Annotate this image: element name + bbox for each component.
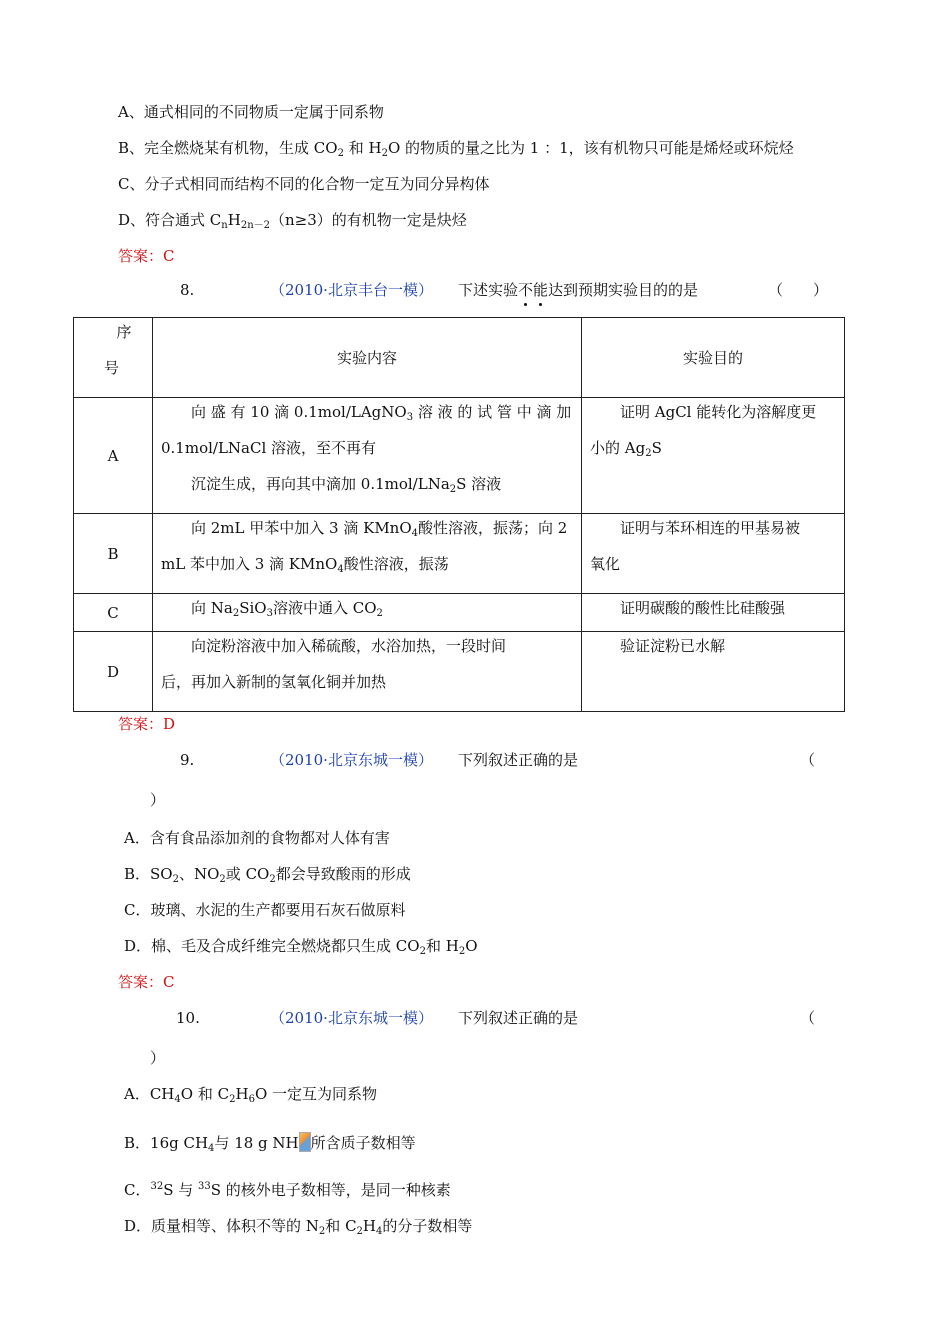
experiment-table [73,317,845,712]
row-goal-a: 证明 AgCl 能转化为溶解度更 小的 $Ag_2S$ [582,398,845,514]
row-seq-b: B [74,514,153,594]
q9-option-a: A．含有食品添加剂的食物都对人体有害 [124,829,390,847]
q7-option-b: B、完全燃烧某有机物，生成 $CO_2$ 和 $H_2O$ 的物质的量之比为 1 ：1，该有机物只可能是烯烃或环烷烃 [118,139,794,159]
table-row [74,594,845,632]
q10-number: 10. [176,1009,200,1027]
q8-answer-paren: （ ） [768,281,829,299]
table-row [74,398,845,514]
q10-source: （2010·北京东城一模） [270,1009,433,1027]
q9-number: 9. [180,751,195,769]
q10-option-b: B．16g $CH_4$与 18 g NH 所含质子数相等 [124,1134,416,1154]
q9-option-d: D．棉、毛及合成纤维完全燃烧都只生成 $CO_2$和 $H_2O$ [124,937,478,957]
q8-answer: 答案：D [118,715,176,733]
q9-paren-open: （ [800,751,816,769]
row-content-d: 向淀粉溶液中加入稀硫酸，水浴加热，一段时间 后，再加入新制的氢氧化铜并加热 [153,632,582,712]
q9-option-b: B．$SO_2$、$NO_2$或 $CO_2$都会导致酸雨的形成 [124,865,411,885]
q9-stem: 下列叙述正确的是 [458,751,579,769]
row-goal-b: 证明与苯环相连的甲基易被 氧化 [582,514,845,594]
emphasis-dot: 能 [533,281,549,299]
q10-paren-open: （ [800,1009,816,1027]
q9-paren-close: ） [150,791,166,809]
q8-source: （2010·北京丰台一模） [270,281,433,299]
q9-answer: 答案：C [118,973,175,991]
q10-option-d: D．质量相等、体积不等的 $N_2$和 $C_2H_4$的分子数相等 [124,1217,473,1237]
header-content: 实验内容 [153,318,582,398]
embedded-image-icon [299,1132,311,1152]
q10-paren-close: ） [150,1049,166,1067]
row-content-c: 向 $Na_2SiO_3$溶液中通入 $CO_2$ [153,594,582,632]
header-goal: 实验目的 [582,318,845,398]
row-seq-d: D [74,632,153,712]
row-goal-d: 验证淀粉已水解 [582,632,845,712]
table-header-row [74,318,845,398]
q7-option-d: D、符合通式 $C_nH_{2n-2}(n\ge 3)$的有机物一定是炔烃 [118,211,467,231]
q9-option-c: C．玻璃、水泥的生产都要用石灰石做原料 [124,901,406,919]
q8-stem: 下述实验不能达到预期实验目的的是 [458,281,699,299]
row-content-b: 向 2mL 甲苯中加入 3 滴 KMnO$_4$酸性溶液，振荡；向 2 mL 苯中加入 3 滴 KMnO$_4$酸性溶液，振荡 [153,514,582,594]
q9-source: （2010·北京东城一模） [270,751,433,769]
header-seq: 序 号 [74,318,153,398]
emphasis-dot: 不 [518,281,534,299]
q10-option-a: A．$CH_4O$ 和 $C_2H_6O$ 一定互为同系物 [124,1085,378,1105]
row-content-a: 向 盛 有 10 滴 0.1mol/LAgNO$_3$ 溶 液 的 试 管 中 滴 加 0.1mol/LNaCl 溶液，至不再有 沉淀生成，再向其中滴加 0.1mol/LNa$_2$S 溶液 [153,398,582,514]
table-row [74,632,845,712]
row-goal-c: 证明碳酸的酸性比硅酸强 [582,594,845,632]
q7-option-a: A、通式相同的不同物质一定属于同系物 [118,103,384,121]
q7-answer: 答案：C [118,247,175,265]
table-row [74,514,845,594]
q7-option-c: C、分子式相同而结构不同的化合物一定互为同分异构体 [118,175,490,193]
q10-stem: 下列叙述正确的是 [458,1009,579,1027]
row-seq-c: C [74,594,153,632]
row-seq-a: A [74,398,153,514]
q8-number: 8. [180,281,195,299]
q10-option-c: C．$^{32}$S 与 $^{33}$S 的核外电子数相等，是同一种核素 [124,1181,451,1199]
